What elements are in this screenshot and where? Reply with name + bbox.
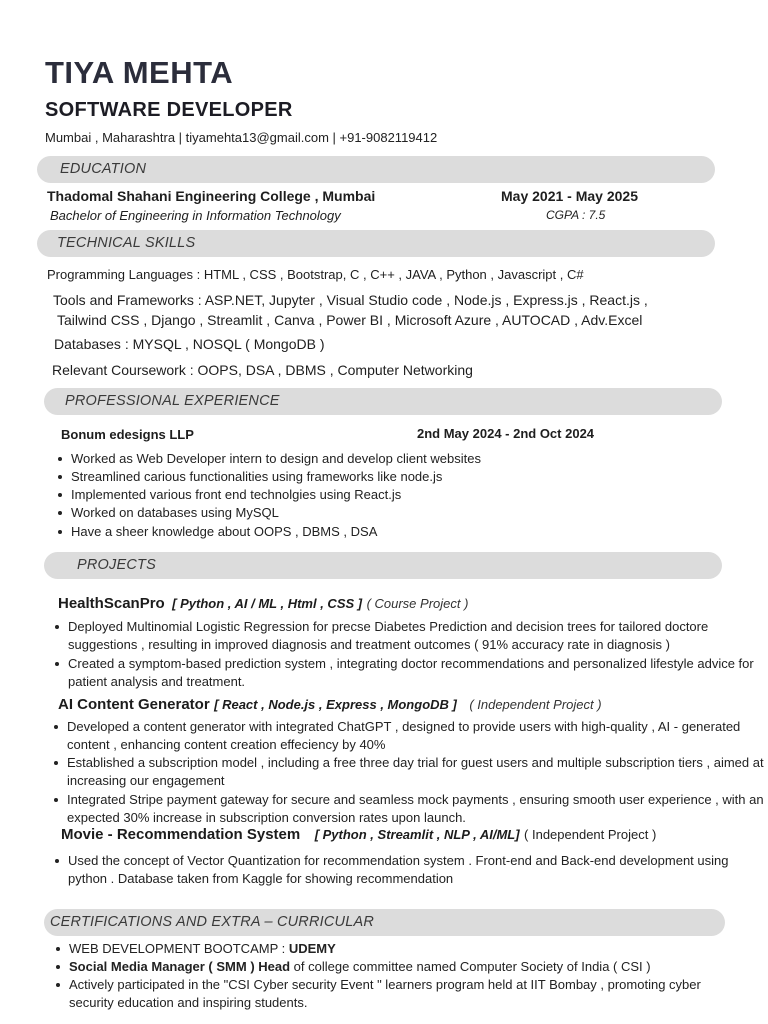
- skills-languages: Programming Languages : HTML , CSS , Bootstrap, C , C++ , JAVA , Python , Javascript , C#: [47, 267, 584, 282]
- project-tech: [ React , Node.js , Express , MongoDB ]: [214, 697, 457, 712]
- project-header: [61, 826, 656, 844]
- candidate-name: TIYA MEHTA: [45, 55, 234, 90]
- certifications-heading-bar: [44, 909, 725, 936]
- experience-dates: 2nd May 2024 - 2nd Oct 2024: [417, 426, 595, 441]
- project-title: Movie - Recommendation System: [61, 826, 301, 843]
- list-item: Established a subscription model , including a free three day trial for guest users and multiple subscription tiers , aimed at increasing our engagement: [67, 755, 764, 788]
- contact-info: Mumbai , Maharashtra | tiyamehta13@gmail.com | +91-9082119412: [45, 130, 438, 145]
- projects-heading-bar: [44, 552, 722, 579]
- skills-tools-line2: Tailwind CSS , Django , Streamlit , Canva , Power BI , Microsoft Azure , AUTOCAD , Adv.Excel: [57, 312, 643, 328]
- project-header: [58, 595, 468, 613]
- education-heading-bar: [37, 156, 715, 183]
- list-item: Developed a content generator with integrated ChatGPT , designed to provide users with high-quality , AI - generated content , enhancing content creation effeciency by 40%: [67, 718, 764, 754]
- job-title: SOFTWARE DEVELOPER: [45, 99, 293, 121]
- project-title: HealthScanPro: [58, 595, 165, 612]
- list-item: Implemented various front end technolgies using React.js: [71, 487, 402, 502]
- experience-heading: PROFESSIONAL EXPERIENCE: [65, 393, 280, 409]
- list-item: Used the concept of Vector Quantization for recommendation system . Front-end and Back-end development using python . Database taken from Kaggle for showing recommendation: [68, 852, 764, 888]
- skills-coursework: Relevant Coursework : OOPS, DSA , DBMS , Computer Networking: [52, 362, 473, 378]
- projects-heading: PROJECTS: [77, 557, 156, 573]
- experience-heading-bar: [44, 388, 722, 415]
- education-heading: EDUCATION: [60, 161, 147, 177]
- project-title: AI Content Generator: [58, 696, 210, 713]
- list-item: Deployed Multinomial Logistic Regression for precse Diabetes Prediction and decision trees for tailored doctore suggestions , resulting in improved diagnosis and treatment outcomes ( 91% accuracy rate in diagnosis ): [68, 618, 764, 654]
- list-item: Have a sheer knowledge about OOPS , DBMS , DSA: [71, 524, 378, 539]
- list-item: Integrated Stripe payment gateway for secure and seamless mock payments , ensuring smooth user experience , with an expected 30% increase in subscription conversion rates upon launch.: [67, 792, 764, 825]
- project-header: [58, 696, 602, 714]
- list-item: Worked as Web Developer intern to design and develop client websites: [71, 451, 481, 466]
- skills-heading-bar: [37, 230, 715, 257]
- project-tech: [ Python , Streamlit , NLP , AI/ML]: [314, 827, 520, 842]
- project-type: ( Independent Project ): [524, 827, 657, 842]
- project-tech: [ Python , AI / ML , Html , CSS ]: [172, 596, 363, 611]
- list-item: Actively participated in the "CSI Cyber security Event " learners program held at IIT Bombay , promoting cyber security education and inspiring students.: [69, 976, 729, 1012]
- list-item: Social Media Manager ( SMM ) Head of college committee named Computer Society of India ( CSI ): [69, 959, 651, 974]
- degree: Bachelor of Engineering in Information Technology: [50, 208, 341, 223]
- certifications-heading: CERTIFICATIONS AND EXTRA – CURRICULAR: [50, 914, 375, 930]
- company-name: Bonum edesigns LLP: [61, 427, 194, 442]
- skills-tools-line1: Tools and Frameworks : ASP.NET, Jupyter , Visual Studio code , Node.js , Express.js , React.js ,: [53, 292, 648, 308]
- skills-databases: Databases : MYSQL , NOSQL ( MongoDB ): [54, 336, 325, 352]
- list-item: Created a symptom-based prediction system , integrating doctor recommendations and personalized lifestyle advice for patient analysis and treatment.: [68, 655, 764, 691]
- list-item: WEB DEVELOPMENT BOOTCAMP : UDEMY: [69, 941, 336, 956]
- list-item: Streamlined carious functionalities using frameworks like node.js: [71, 469, 443, 484]
- list-item: Worked on databases using MySQL: [71, 505, 279, 520]
- skills-heading: TECHNICAL SKILLS: [57, 235, 196, 251]
- college-name: Thadomal Shahani Engineering College , Mumbai: [47, 188, 376, 204]
- project-type: ( Course Project ): [366, 596, 469, 611]
- education-dates: May 2021 - May 2025: [501, 188, 638, 204]
- cgpa: CGPA : 7.5: [546, 208, 606, 222]
- project-type: ( Independent Project ): [469, 697, 602, 712]
